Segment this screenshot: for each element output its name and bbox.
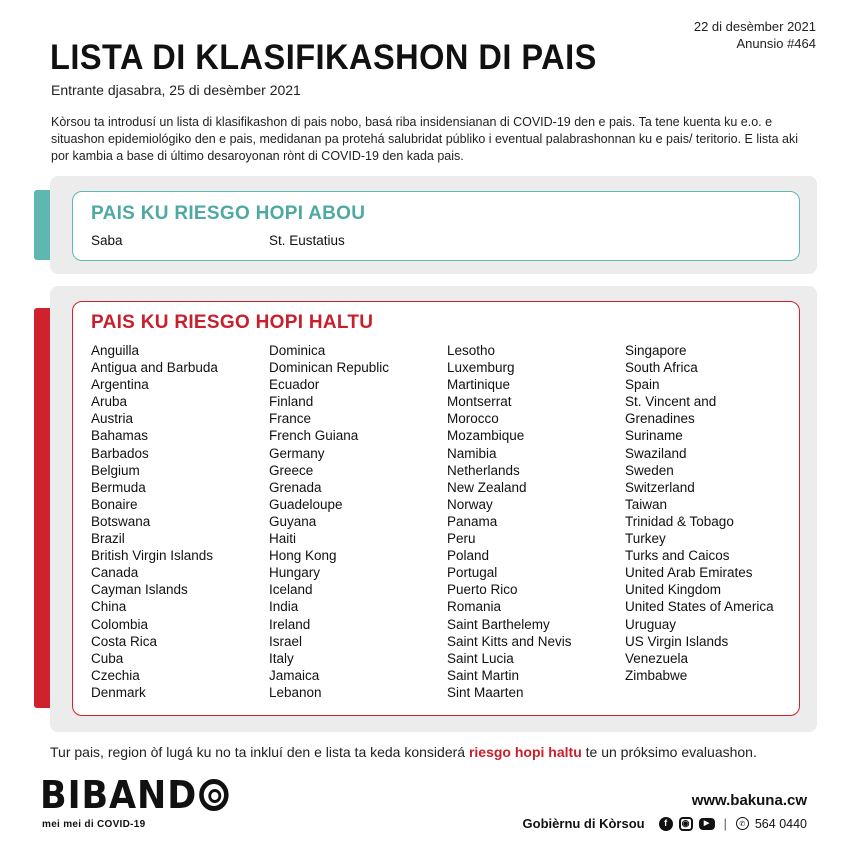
high-risk-country: Argentina	[91, 377, 149, 393]
notice-number: Anunsio #464	[736, 36, 816, 51]
high-risk-country: Ireland	[269, 616, 311, 632]
high-risk-country: Turks and Caicos	[625, 548, 730, 564]
high-risk-country: Mozambique	[447, 428, 525, 444]
high-risk-country: Finland	[269, 394, 314, 410]
facebook-icon[interactable]: f	[659, 817, 673, 831]
high-risk-country: Saint Kitts and Nevis	[447, 633, 572, 649]
high-risk-country: Germany	[269, 445, 325, 461]
high-risk-country: Saint Martin	[447, 667, 520, 683]
high-risk-column	[269, 342, 444, 701]
high-risk-country: Guyana	[269, 513, 317, 529]
high-risk-country: Sint Maarten	[447, 684, 524, 700]
high-risk-country: Montserrat	[447, 394, 512, 410]
high-risk-country: Poland	[447, 548, 490, 564]
high-risk-country: Israel	[269, 633, 303, 649]
high-risk-country: Grenadines	[625, 411, 695, 427]
high-risk-country: Jamaica	[269, 667, 320, 683]
high-risk-country: Norway	[447, 496, 493, 512]
high-risk-country: United Arab Emirates	[625, 565, 753, 581]
logo-tagline: mei mei di COVID-19	[42, 819, 146, 830]
low-risk-heading: PAIS KU RIESGO HOPI ABOU	[91, 203, 366, 224]
high-risk-country: Peru	[447, 531, 476, 547]
high-risk-country: Portugal	[447, 565, 498, 581]
high-risk-country: Grenada	[269, 479, 322, 495]
high-risk-country: Taiwan	[625, 496, 668, 512]
divider: |	[723, 816, 727, 831]
footnote-text-end: te un próksimo evaluashon.	[581, 744, 757, 760]
high-risk-country: Uruguay	[625, 616, 677, 632]
high-risk-country: Switzerland	[625, 479, 695, 495]
footnote-text: Tur pais, region òf lugá ku no ta inkluí den e lista ta keda konsiderá	[50, 744, 469, 760]
high-risk-column	[91, 342, 266, 701]
high-risk-country: Panama	[447, 513, 498, 529]
high-risk-country: Iceland	[269, 582, 313, 598]
contact-row	[523, 816, 807, 831]
high-risk-country: Puerto Rico	[447, 582, 518, 598]
high-risk-country: Bermuda	[91, 479, 146, 495]
youtube-icon[interactable]: ▶	[699, 818, 715, 830]
high-risk-country: Saint Lucia	[447, 650, 514, 666]
high-risk-country: Greece	[269, 462, 314, 478]
notice-date: 22 di desèmber 2021	[693, 19, 816, 34]
logo-o-mark-icon	[199, 779, 228, 811]
high-risk-country: Venezuela	[625, 650, 689, 666]
high-risk-country: Trinidad & Tobago	[625, 513, 734, 529]
high-risk-country: Cayman Islands	[91, 582, 188, 598]
effective-date: Entrante djasabra, 25 di desèmber 2021	[51, 82, 301, 98]
high-risk-heading: PAIS KU RIESGO HOPI HALTU	[91, 312, 374, 333]
intro-paragraph: Kòrsou ta introdusí un lista di klasifikashon di pais nobo, basá riba insidensianan di COVID-19 den e pais. Ta tene kuenta ku e.o. e situashon epidemiológiko den e pais, medidanan pa protehá salubridat públiko i eventual palabrashonnan ku e pais/ teritorio. E lista aki por kambia a base di último desaroyonan rònt di COVID-19 den kada pais.	[51, 115, 799, 163]
high-risk-country: Anguilla	[91, 343, 140, 358]
phone-number: 564 0440	[754, 816, 807, 831]
high-risk-country: Zimbabwe	[625, 667, 688, 683]
high-risk-country: France	[269, 411, 312, 427]
page-title: LISTA DI KLASIFIKASHON DI PAIS	[50, 38, 597, 77]
high-risk-country: Botswana	[91, 513, 151, 529]
high-risk-country: St. Vincent and	[625, 394, 717, 410]
high-risk-country: Lebanon	[269, 684, 322, 700]
high-risk-country: Austria	[91, 411, 134, 427]
low-risk-card	[72, 191, 800, 261]
high-risk-country: Dominican Republic	[269, 360, 390, 376]
high-risk-country: Costa Rica	[91, 633, 158, 649]
high-risk-country: Morocco	[447, 411, 499, 427]
high-risk-country: Italy	[269, 650, 294, 666]
high-risk-country: Canada	[91, 565, 139, 581]
high-risk-country: Netherlands	[447, 462, 520, 478]
high-risk-country: Haiti	[269, 531, 297, 547]
high-risk-column	[625, 342, 800, 684]
footnote	[50, 744, 757, 760]
high-risk-country: Dominica	[269, 343, 326, 358]
high-risk-country: Belgium	[91, 462, 140, 478]
high-risk-country: Brazil	[91, 531, 125, 547]
high-risk-country: Sweden	[625, 462, 674, 478]
logo-wordmark: BIBAND	[40, 773, 198, 817]
high-risk-country: United Kingdom	[625, 582, 722, 598]
high-risk-country: Swaziland	[625, 445, 687, 461]
date-block	[694, 18, 816, 52]
government-name: Gobièrnu di Kòrsou	[522, 816, 645, 831]
high-risk-country: Turkey	[625, 531, 666, 547]
high-risk-country: Colombia	[91, 616, 149, 632]
website-link[interactable]: www.bakuna.cw	[691, 792, 807, 809]
high-risk-country: Hungary	[269, 565, 321, 581]
high-risk-country: Hong Kong	[269, 548, 337, 564]
high-risk-country: Bahamas	[91, 428, 149, 444]
high-risk-country: India	[269, 599, 299, 615]
high-risk-country: South Africa	[625, 360, 698, 376]
high-risk-country: Cuba	[91, 650, 124, 666]
high-risk-country: Martinique	[447, 377, 511, 393]
high-risk-country: Bonaire	[91, 496, 138, 512]
high-risk-country: Namibia	[447, 445, 497, 461]
high-risk-country: Czechia	[91, 667, 140, 683]
low-risk-country: St. Eustatius	[269, 233, 345, 248]
high-risk-country: Romania	[447, 599, 502, 615]
high-risk-country: Barbados	[91, 445, 149, 461]
high-risk-accent-bar	[34, 308, 50, 708]
high-risk-country: New Zealand	[447, 479, 527, 495]
high-risk-country: China	[91, 599, 127, 615]
high-risk-country: Singapore	[625, 343, 687, 358]
high-risk-country: Guadeloupe	[269, 496, 343, 512]
high-risk-column	[447, 342, 622, 701]
instagram-icon[interactable]: ◉	[679, 817, 693, 831]
high-risk-country: US Virgin Islands	[625, 633, 729, 649]
high-risk-country: Spain	[625, 377, 660, 393]
high-risk-country: Antigua and Barbuda	[91, 360, 218, 376]
bibando-logo	[40, 773, 228, 817]
high-risk-card	[72, 301, 800, 716]
high-risk-country: Suriname	[625, 428, 683, 444]
whatsapp-icon: ✆	[736, 817, 749, 830]
high-risk-country: Ecuador	[269, 377, 320, 393]
high-risk-country: Denmark	[91, 684, 146, 700]
high-risk-country: Aruba	[91, 394, 128, 410]
high-risk-country: United States of America	[625, 599, 774, 615]
high-risk-country: British Virgin Islands	[91, 548, 214, 564]
high-risk-country: French Guiana	[269, 428, 359, 444]
high-risk-country: Luxemburg	[447, 360, 515, 376]
high-risk-country: Saint Barthelemy	[447, 616, 550, 632]
low-risk-country: Saba	[91, 233, 123, 248]
footnote-highlight: riesgo hopi haltu	[468, 744, 582, 760]
high-risk-country: Lesotho	[447, 343, 496, 358]
low-risk-accent-bar	[34, 190, 50, 260]
